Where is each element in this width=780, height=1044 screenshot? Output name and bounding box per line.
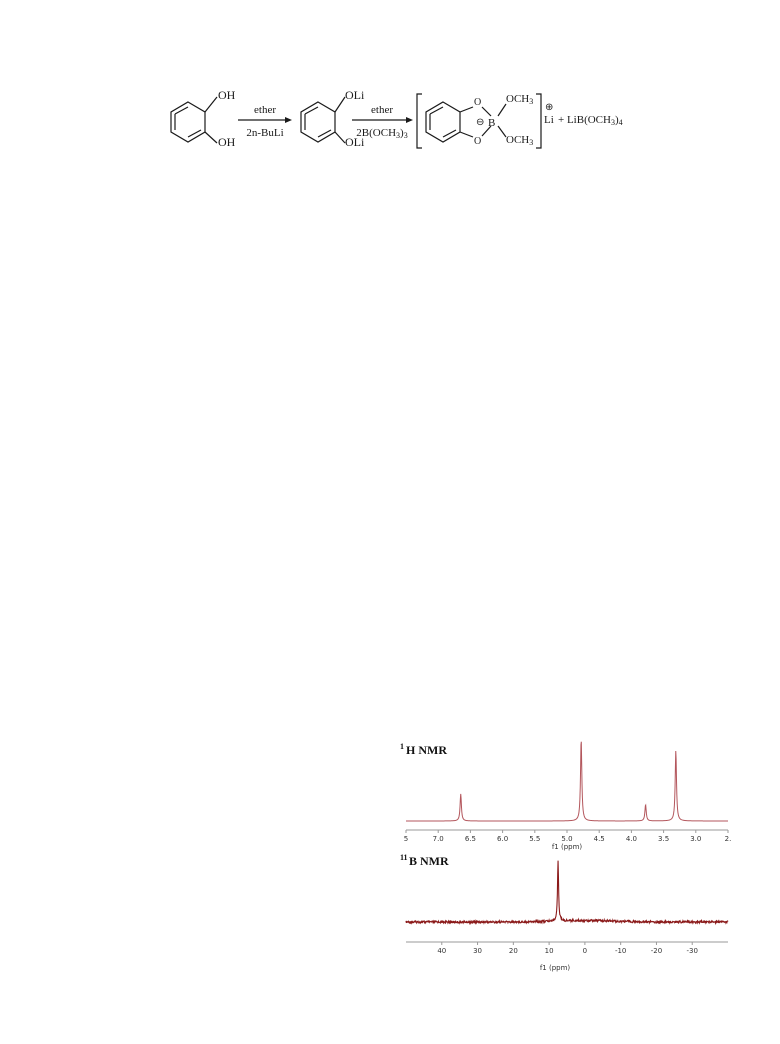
arrow1-reagent-top: ether [254,104,276,116]
h-nmr-tick-label: 6.0 [497,835,509,843]
counter-ion-charge: ⊕ [545,102,554,113]
b-nmr-panel [400,853,728,972]
product-och3-bottom: OCH3 [506,134,534,147]
h-nmr-tick-label: 5.0 [561,835,573,843]
right-bracket [536,94,541,148]
h-nmr-tick-label: 7.0 [432,835,444,843]
counter-ion: Li [544,114,554,126]
catechol-oh-top: OH [218,88,236,102]
arrow2-reagent-bottom: 2B(OCH3)3 [356,127,408,140]
catechol-structure [171,88,236,149]
b-nmr-title-mass: 11 [400,853,408,862]
h-nmr-tick-label: 3.5 [658,835,670,843]
byproduct: + LiB(OCH3)4 [558,114,623,127]
b-nmr-tick-label: -10 [614,947,627,955]
product-minus-charge: ⊖ [476,117,485,128]
intermediate-oli-bottom: OLi [345,135,365,149]
h-nmr-spectrum-line [406,742,728,821]
b-nmr-tick-label: -20 [650,947,663,955]
h-nmr-tick-label: 4.5 [593,835,605,843]
product-o-top: O [474,97,482,108]
product-boron: B [488,117,496,129]
b-nmr-spectrum-line [406,861,728,923]
h-nmr-title-mass: 1 [400,742,404,751]
b-nmr-tick-label: 0 [582,947,588,955]
b-nmr-title: B NMR [409,854,449,868]
arrow2-reagent-top: ether [371,104,393,116]
b-nmr-tick-label: 40 [437,947,447,955]
h-nmr-tick-label: 2. [724,835,732,843]
left-bracket [417,94,422,148]
h-nmr-tick-label: 6.5 [464,835,476,843]
h-nmr-panel [400,742,731,851]
product-o-bottom: O [474,136,482,147]
intermediate-oli-top: OLi [345,88,365,102]
h-nmr-tick-label: 5.5 [529,835,541,843]
h-nmr-title: H NMR [406,743,447,757]
arrow1-reagent-bottom: 2n-BuLi [246,127,284,139]
b-nmr-tick-label: 10 [544,947,554,955]
h-nmr-xlabel: f1 (ppm) [551,843,583,851]
b-nmr-tick-label: 20 [508,947,518,955]
catechol-oh-bottom: OH [218,135,236,149]
h-nmr-tick-label: 5 [403,835,409,843]
nmr-spectra [396,730,736,990]
reaction-arrow-1 [238,104,292,139]
reaction-scheme [140,80,660,160]
b-nmr-xlabel: f1 (ppm) [539,964,571,972]
h-nmr-tick-label: 4.0 [625,835,637,843]
dilithium-catecholate-structure [301,88,365,149]
b-nmr-tick-label: -30 [686,947,698,955]
h-nmr-tick-label: 3.0 [690,835,702,843]
product-och3-top: OCH3 [506,93,534,106]
reaction-arrow-2 [352,104,413,140]
borate-complex-structure [426,93,533,147]
b-nmr-tick-label: 30 [473,947,483,955]
